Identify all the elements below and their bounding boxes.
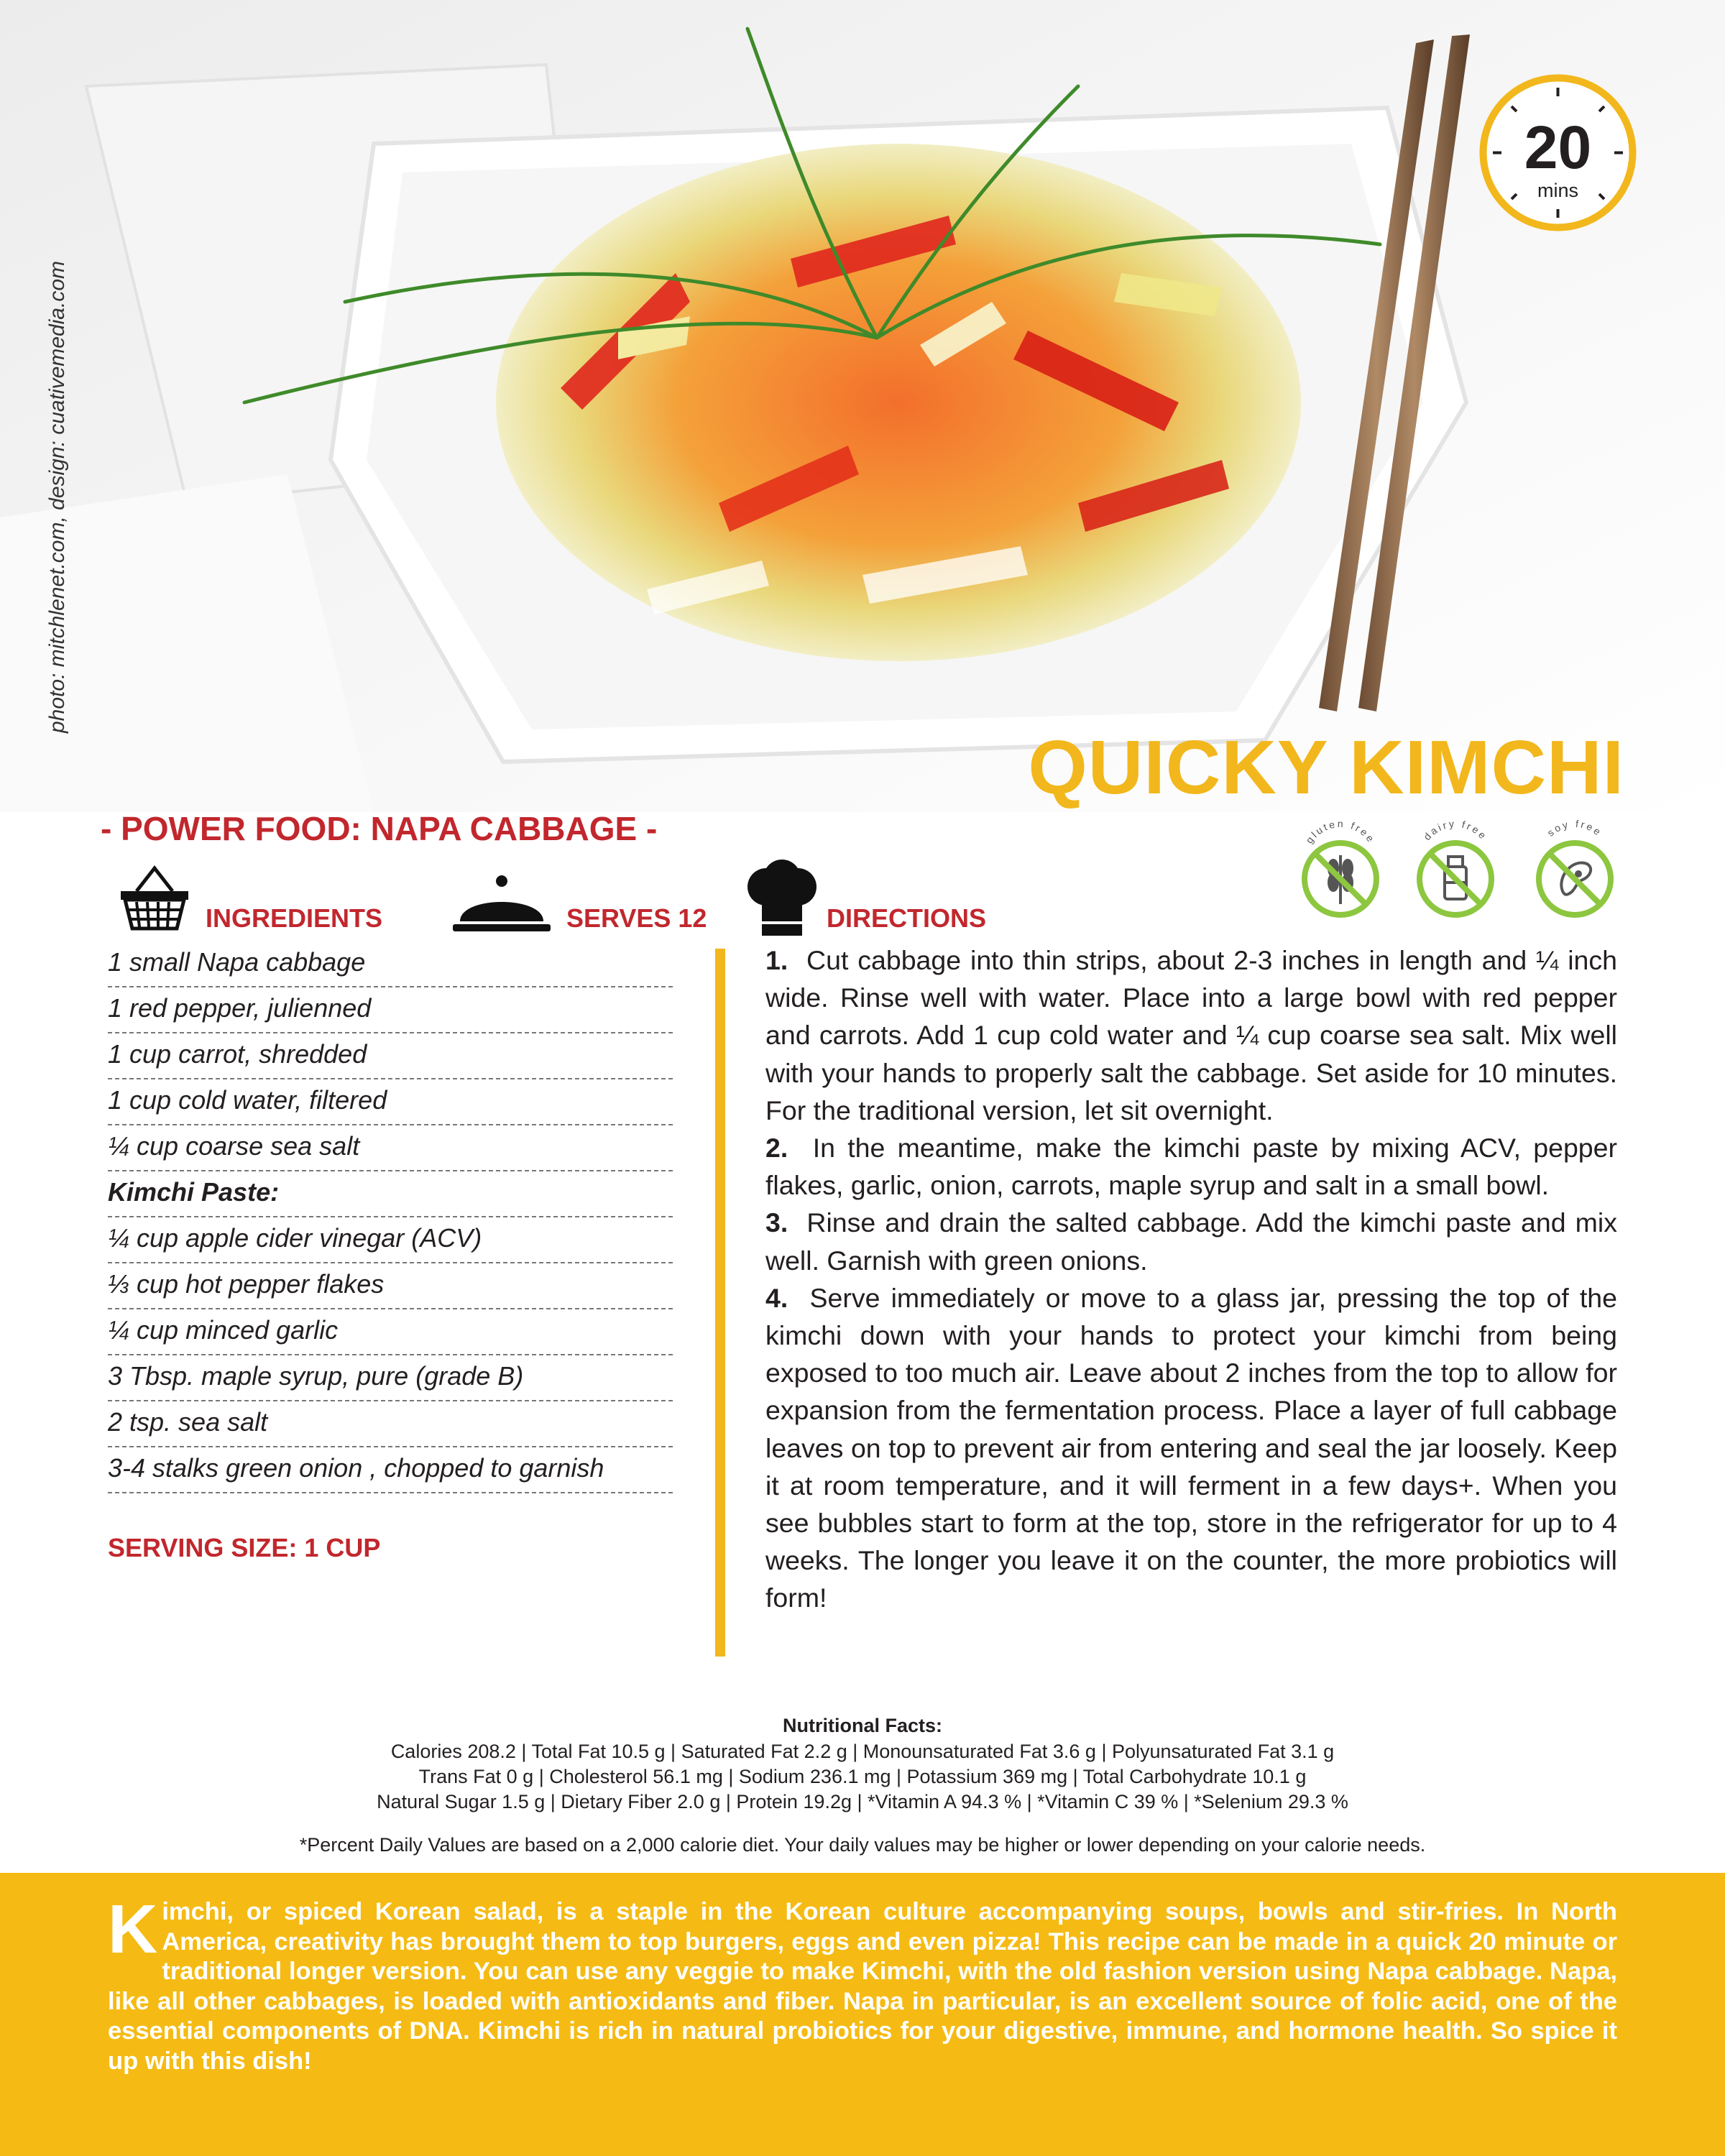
soy-free-badge: [1528, 811, 1622, 918]
list-item: 2 tsp. sea salt: [108, 1401, 673, 1447]
nutrition-line: Trans Fat 0 g | Cholesterol 56.1 mg | Sodium 236.1 mg | Potassium 369 mg | Total Carbohydrate 10.1 g: [418, 1766, 1307, 1787]
list-item: ⅓ cup hot pepper flakes: [108, 1263, 673, 1309]
step-text: In the meantime, make the kimchi paste by mixing ACV, pepper flakes, garlic, onion, carrots, maple syrup and salt in a small bowl.: [765, 1133, 1617, 1201]
step-text: Cut cabbage into thin strips, about 2-3 inches in length and ¼ inch wide. Rinse well with water. Place into a large bowl with red pepper and carrots. Add 1 cup cold water and ¼ cup coarse sea salt. Mix well with your hands to properly salt the cabbage. Set aside for 10 minutes. For the traditional version, let sit overnight.: [765, 945, 1617, 1125]
prep-time-unit: mins: [1537, 180, 1578, 201]
list-item: ¼ cup coarse sea salt: [108, 1125, 673, 1171]
list-item: 3 Tbsp. maple syrup, pure (grade B): [108, 1355, 673, 1401]
nutrition-line: Natural Sugar 1.5 g | Dietary Fiber 2.0 g | Protein 19.2g | *Vitamin A 94.3 % | *Vitamin C 39 % | *Selenium 29.3 %: [377, 1791, 1348, 1812]
serves-heading: SERVES 12: [566, 903, 707, 933]
kimchi-bowl-photo: [0, 0, 1725, 812]
dairy-free-label: dairy free: [1421, 817, 1490, 843]
direction-step: [765, 1279, 1617, 1617]
nutrition-title: Nutritional Facts:: [782, 1715, 942, 1736]
step-number: 4.: [765, 1282, 788, 1313]
direction-step: [765, 941, 1617, 1129]
chef-hat-icon: [745, 860, 819, 939]
list-item: ¼ cup minced garlic: [108, 1309, 673, 1355]
gluten-free-label: gluten free: [1303, 817, 1378, 846]
list-item: 1 small Napa cabbage: [108, 941, 673, 987]
daily-value-footnote: *Percent Daily Values are based on a 2,000 calorie diet. Your daily values may be higher or lower depending on your calorie needs.: [299, 1834, 1426, 1856]
cloche-icon: [451, 871, 552, 943]
drop-cap: K: [108, 1891, 158, 1968]
divider-bar: [715, 949, 725, 1657]
direction-step: [765, 1204, 1617, 1279]
list-item: 1 cup carrot, shredded: [108, 1033, 673, 1079]
serving-size: SERVING SIZE: 1 CUP: [108, 1533, 381, 1562]
ingredients-list: [108, 941, 673, 1493]
list-item: 1 red pepper, julienned: [108, 987, 673, 1033]
step-number: 2.: [765, 1133, 788, 1164]
soy-free-label: soy free: [1545, 817, 1605, 839]
direction-step: [765, 1129, 1617, 1204]
recipe-title: QUICKY KIMCHI: [1028, 725, 1624, 810]
directions-heading: DIRECTIONS: [827, 903, 987, 933]
step-text: Serve immediately or move to a glass jar, pressing the top of the kimchi down with your hands to protect your kimchi from being exposed to too much air. Leave about 2 inches from the top to allow for expansion from the fermentation process. Place a layer of full cabbage leaves on top to prevent air from entering and seal the jar loosely. Keep it at room temperature, and it will ferment in a few days+. When you see bubbles start to form at the top, store in the refrigerator for up to 4 weeks. The longer you leave it on the counter, the more probiotics will form!: [765, 1282, 1617, 1613]
gluten-free-badge: [1294, 811, 1387, 918]
photo-credit: photo: mitchlenet.com, design: cuativemedia.com: [45, 261, 69, 733]
prep-time-value: 20: [1524, 114, 1592, 181]
list-item: ¼ cup apple cider vinegar (ACV): [108, 1217, 673, 1263]
list-item: 1 cup cold water, filtered: [108, 1079, 673, 1125]
directions-list: [765, 941, 1617, 1617]
step-number: 1.: [765, 945, 788, 975]
kimchi-paste-subheading: Kimchi Paste:: [108, 1171, 673, 1217]
ingredients-heading: INGREDIENTS: [206, 903, 383, 933]
nutrition-line: Calories 208.2 | Total Fat 10.5 g | Saturated Fat 2.2 g | Monounsaturated Fat 3.6 g | Polyunsaturated Fat 3.1 g: [390, 1741, 1335, 1762]
svg-text:soy free: [1545, 818, 1604, 839]
list-item: 3-4 stalks green onion , chopped to garnish: [108, 1447, 673, 1493]
power-food-heading: - POWER FOOD: NAPA CABBAGE -: [101, 810, 658, 847]
dairy-free-badge: [1409, 811, 1502, 918]
step-text: Rinse and drain the salted cabbage. Add the kimchi paste and mix well. Garnish with green onions.: [765, 1207, 1617, 1276]
step-number: 3.: [765, 1207, 788, 1238]
intro-text: imchi, or spiced Korean salad, is a staple in the Korean culture accompanying soups, bowls and stir-fries. In North America, creativity has brought them to top burgers, eggs and even pizza! This recipe can be made in a quick 20 minute or traditional longer version. You can use any veggie to make Kimchi, with the old fashion version using Napa cabbage. Napa, like all other cabbages, is loaded with antioxidants and fiber. Napa in particular, is an excellent source of folic acid, one of the essential components of DNA. Kimchi is rich in natural probiotics for your digestive, immune, and hormone health. So spice it up with this dish!: [108, 1898, 1617, 2075]
basket-icon: [115, 862, 194, 934]
intro-paragraph: [108, 1891, 1617, 2076]
svg-text:dairy free: [1421, 818, 1490, 842]
